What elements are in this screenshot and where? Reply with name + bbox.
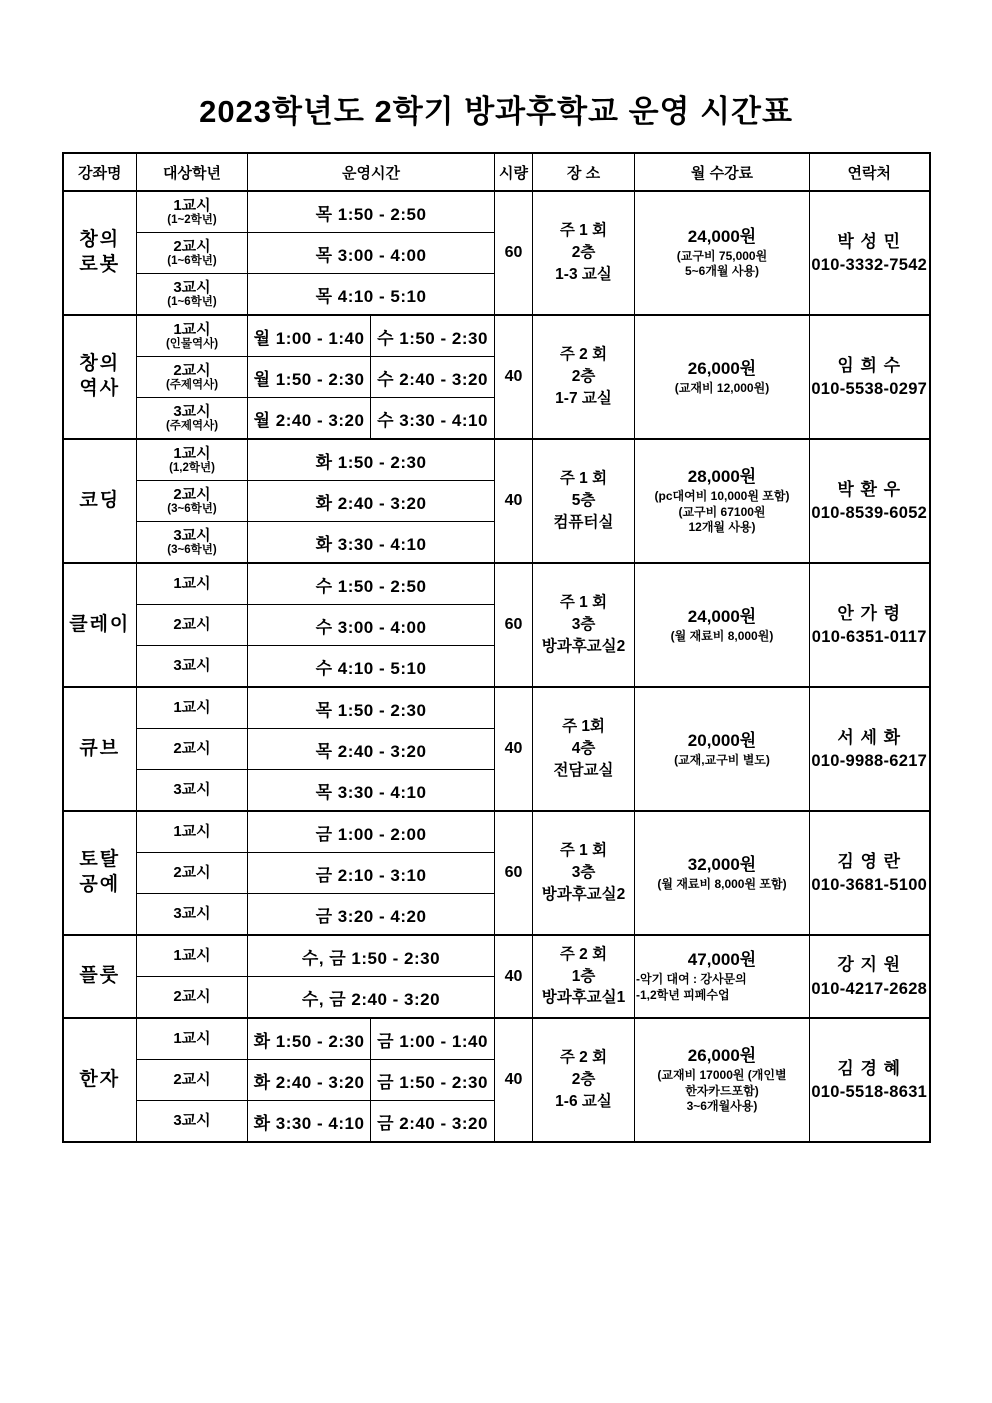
- time-cell: 화 1:50 - 2:30: [248, 1018, 371, 1060]
- period-cell: [137, 315, 248, 357]
- period-grade-note: (1~2학년): [167, 214, 217, 227]
- fee-note-line: 12개월 사용): [688, 520, 756, 535]
- period-cell: [137, 274, 248, 316]
- time-cell: 수 1:50 - 2:30: [371, 315, 495, 357]
- time-cell: 목 2:40 - 3:20: [248, 729, 495, 770]
- place-line: 1-3 교실: [555, 265, 612, 283]
- fee-note-line: (교재,교구비 별도): [674, 752, 770, 767]
- time-cell: 금 1:50 - 2:30: [371, 1060, 495, 1101]
- fee-note: [635, 877, 809, 893]
- hours-cell: 40: [495, 315, 533, 439]
- fee-note: [635, 972, 809, 1004]
- course-name-line: 큐브: [79, 737, 121, 759]
- course-name-cell: [63, 191, 137, 315]
- fee-cell: [635, 191, 810, 315]
- period-label: 2교시: [173, 1071, 211, 1089]
- fee-note: [635, 753, 809, 769]
- time-cell: 수, 금 1:50 - 2:30: [248, 935, 495, 977]
- timetable-header: [63, 153, 930, 191]
- time-cell: 목 1:50 - 2:30: [248, 687, 495, 729]
- contact-cell: [810, 687, 930, 811]
- time-cell: 수, 금 2:40 - 3:20: [248, 977, 495, 1019]
- period-cell: [137, 357, 248, 398]
- period-grade-note: (주제역사): [165, 379, 219, 392]
- teacher-name: 박 환 우: [837, 479, 902, 499]
- course-name-cell: [63, 563, 137, 687]
- time-cell: 수 3:30 - 4:10: [371, 398, 495, 440]
- period-cell: [137, 439, 248, 481]
- time-cell: 화 2:40 - 3:20: [248, 1060, 371, 1101]
- fee-amount: 26,000원: [687, 1045, 757, 1065]
- timetable-row: [63, 191, 930, 233]
- fee-amount: 24,000원: [687, 606, 757, 626]
- col-header-course-name: 강좌명: [63, 153, 137, 191]
- fee-amount: 26,000원: [687, 358, 757, 378]
- fee-cell: [635, 439, 810, 563]
- course-name-cell: [63, 315, 137, 439]
- contact-cell: [810, 935, 930, 1018]
- place-line: 주 1 회: [559, 470, 608, 488]
- period-cell: [137, 811, 248, 853]
- period-grade-note: (1~6학년): [167, 255, 217, 268]
- teacher-phone: 010-5538-0297: [811, 380, 928, 399]
- teacher-phone: 010-6351-0117: [811, 628, 927, 647]
- fee-cell: [635, 315, 810, 439]
- contact-cell: [810, 563, 930, 687]
- teacher-phone: 010-8539-6052: [811, 504, 928, 523]
- time-cell: 월 2:40 - 3:20: [248, 398, 371, 440]
- place-cell: [533, 191, 635, 315]
- period-cell: [137, 687, 248, 729]
- place-line: 5층: [571, 492, 596, 510]
- col-header-monthly-fee: 월 수강료: [635, 153, 810, 191]
- period-label: 1교시: [173, 947, 211, 965]
- place-line: 주 1 회: [559, 594, 608, 612]
- teacher-name: 김 영 란: [837, 851, 902, 871]
- place-line: 방과후교실1: [541, 989, 626, 1007]
- place-line: 1-6 교실: [555, 1092, 612, 1110]
- contact-cell: [810, 191, 930, 315]
- time-cell: 목 1:50 - 2:50: [248, 191, 495, 233]
- fee-note-line: (월 재료비 8,000원): [670, 628, 774, 643]
- period-label: 2교시: [173, 864, 211, 882]
- place-line: 주 2 회: [559, 346, 608, 364]
- period-cell: [137, 935, 248, 977]
- fee-amount: 24,000원: [687, 226, 757, 246]
- period-cell: [137, 894, 248, 936]
- course-name-line: 클레이: [69, 613, 131, 635]
- timetable-body: [63, 191, 930, 1142]
- period-cell: [137, 398, 248, 440]
- teacher-name: 안 가 령: [837, 603, 902, 623]
- col-header-operating-time: 운영시간: [248, 153, 495, 191]
- period-label: 1교시: [173, 575, 211, 593]
- period-grade-note: (3~6학년): [167, 503, 217, 516]
- time-cell: 월 1:50 - 2:30: [248, 357, 371, 398]
- fee-note-line: 3~6개월사용): [686, 1099, 758, 1114]
- contact-cell: [810, 439, 930, 563]
- time-cell: 수 4:10 - 5:10: [248, 646, 495, 688]
- page-title: 2023학년도 2학기 방과후학교 운영 시간표: [199, 94, 793, 129]
- time-cell: 금 1:00 - 1:40: [371, 1018, 495, 1060]
- period-cell: [137, 729, 248, 770]
- place-cell: [533, 563, 635, 687]
- teacher-phone: 010-3681-5100: [811, 876, 928, 895]
- period-grade-note: (3~6학년): [167, 544, 217, 557]
- timetable-row: [63, 811, 930, 853]
- fee-note: [635, 489, 809, 536]
- teacher-name: 강 지 원: [837, 955, 902, 975]
- place-cell: [533, 315, 635, 439]
- period-label: 2교시: [173, 362, 211, 380]
- time-cell: 수 2:40 - 3:20: [371, 357, 495, 398]
- time-cell: 금 1:00 - 2:00: [248, 811, 495, 853]
- fee-cell: [635, 687, 810, 811]
- place-line: 1-7 교실: [555, 389, 612, 407]
- period-grade-note: (주제역사): [165, 420, 219, 433]
- col-header-contact: 연락처: [810, 153, 930, 191]
- place-line: 4층: [571, 740, 596, 758]
- fee-cell: [635, 563, 810, 687]
- fee-note-line: (교재비 17000원 (개인별: [657, 1067, 787, 1082]
- period-label: 1교시: [173, 699, 211, 717]
- place-cell: [533, 811, 635, 935]
- contact-cell: [810, 1018, 930, 1142]
- fee-note-line: -악기 대여 : 강사문의: [636, 972, 747, 987]
- time-cell: 금 2:10 - 3:10: [248, 853, 495, 894]
- course-name-line: 코딩: [79, 489, 121, 511]
- period-label: 3교시: [173, 403, 211, 421]
- time-cell: 화 1:50 - 2:30: [248, 439, 495, 481]
- period-cell: [137, 1060, 248, 1101]
- course-name-line: 창의: [79, 353, 121, 375]
- timetable-row: [63, 563, 930, 605]
- col-header-place: 장 소: [533, 153, 635, 191]
- fee-note-line: (월 재료비 8,000원 포함): [657, 876, 787, 891]
- time-cell: 화 3:30 - 4:10: [248, 1101, 371, 1143]
- period-cell: [137, 605, 248, 646]
- fee-note-line: 5~6개월 사용): [684, 264, 760, 279]
- timetable-row: [63, 935, 930, 977]
- place-line: 전담교실: [553, 761, 614, 779]
- place-line: 2층: [571, 244, 596, 262]
- hours-cell: 60: [495, 191, 533, 315]
- fee-cell: [635, 1018, 810, 1142]
- period-cell: [137, 1018, 248, 1060]
- fee-note: [635, 249, 809, 281]
- teacher-phone: 010-9988-6217: [811, 752, 928, 771]
- time-cell: 화 3:30 - 4:10: [248, 522, 495, 564]
- period-grade-note: (인물역사): [165, 338, 219, 351]
- place-line: 방과후교실2: [541, 637, 626, 655]
- col-header-target-grade: 대상학년: [137, 153, 248, 191]
- place-line: 주 2 회: [559, 1049, 608, 1067]
- fee-cell: [635, 935, 810, 1018]
- period-label: 1교시: [173, 1030, 211, 1048]
- place-line: 3층: [571, 864, 596, 882]
- timetable-row: [63, 1018, 930, 1060]
- fee-note: [635, 1068, 809, 1115]
- fee-amount: 20,000원: [687, 730, 757, 750]
- fee-cell: [635, 811, 810, 935]
- col-header-hours: 시량: [495, 153, 533, 191]
- period-cell: [137, 770, 248, 812]
- period-label: 2교시: [173, 238, 211, 256]
- course-name-cell: [63, 1018, 137, 1142]
- fee-note-line: (pc대여비 10,000원 포함): [654, 488, 790, 503]
- period-label: 3교시: [173, 1112, 211, 1130]
- period-label: 2교시: [173, 486, 211, 504]
- period-label: 2교시: [173, 616, 211, 634]
- period-label: 1교시: [173, 823, 211, 841]
- place-cell: [533, 1018, 635, 1142]
- time-cell: 화 2:40 - 3:20: [248, 481, 495, 522]
- time-cell: 목 3:30 - 4:10: [248, 770, 495, 812]
- timetable-row: [63, 687, 930, 729]
- teacher-phone: 010-3332-7542: [811, 256, 928, 275]
- period-label: 1교시: [173, 321, 211, 339]
- timetable-row: [63, 315, 930, 357]
- hours-cell: 40: [495, 935, 533, 1018]
- place-line: 1층: [571, 967, 596, 985]
- period-label: 3교시: [173, 527, 211, 545]
- hours-cell: 40: [495, 439, 533, 563]
- time-cell: 월 1:00 - 1:40: [248, 315, 371, 357]
- fee-amount: 32,000원: [687, 854, 757, 874]
- period-grade-note: (1,2학년): [169, 462, 215, 475]
- period-label: 2교시: [173, 740, 211, 758]
- place-line: 3층: [571, 616, 596, 634]
- period-cell: [137, 646, 248, 688]
- time-cell: 금 3:20 - 4:20: [248, 894, 495, 936]
- period-label: 3교시: [173, 657, 211, 675]
- time-cell: 금 2:40 - 3:20: [371, 1101, 495, 1143]
- period-cell: [137, 233, 248, 274]
- teacher-name: 임 희 수: [837, 355, 902, 375]
- place-line: 컴퓨터실: [553, 513, 614, 531]
- place-line: 2층: [571, 1071, 596, 1089]
- course-name-line: 플룻: [79, 965, 121, 987]
- hours-cell: 40: [495, 1018, 533, 1142]
- contact-cell: [810, 315, 930, 439]
- course-name-line: 토탈: [79, 849, 121, 871]
- time-cell: 목 3:00 - 4:00: [248, 233, 495, 274]
- place-line: 2층: [571, 368, 596, 386]
- fee-amount: 28,000원: [687, 466, 757, 486]
- course-name-line: 로봇: [79, 254, 121, 275]
- fee-note: [635, 629, 809, 645]
- fee-note-line: -1,2학년 피페수업: [636, 987, 730, 1002]
- period-label: 3교시: [173, 279, 211, 297]
- hours-cell: 60: [495, 563, 533, 687]
- course-name-line: 공예: [79, 874, 121, 895]
- place-line: 주 1 회: [559, 842, 608, 860]
- period-label: 1교시: [173, 197, 211, 215]
- period-label: 3교시: [173, 905, 211, 923]
- fee-note: [635, 381, 809, 397]
- fee-note-line: (교구비 67100원: [678, 504, 766, 519]
- fee-note-line: 한자카드포함): [685, 1083, 759, 1098]
- timetable-row: [63, 439, 930, 481]
- time-cell: 수 1:50 - 2:50: [248, 563, 495, 605]
- course-name-cell: [63, 811, 137, 935]
- period-label: 2교시: [173, 988, 211, 1006]
- course-name-cell: [63, 687, 137, 811]
- time-cell: 수 3:00 - 4:00: [248, 605, 495, 646]
- header-row: [63, 153, 930, 191]
- place-line: 방과후교실2: [541, 885, 626, 903]
- period-label: 3교시: [173, 781, 211, 799]
- place-cell: [533, 687, 635, 811]
- place-cell: [533, 935, 635, 1018]
- period-cell: [137, 522, 248, 564]
- hours-cell: 40: [495, 687, 533, 811]
- teacher-name: 박 성 민: [837, 231, 902, 251]
- teacher-name: 김 경 혜: [837, 1058, 902, 1078]
- period-cell: [137, 977, 248, 1019]
- course-name-line: 한자: [79, 1068, 121, 1090]
- period-grade-note: (1~6학년): [167, 296, 217, 309]
- place-line: 주 1회: [562, 718, 605, 736]
- hours-cell: 60: [495, 811, 533, 935]
- period-cell: [137, 1101, 248, 1143]
- contact-cell: [810, 811, 930, 935]
- teacher-name: 서 세 화: [837, 727, 902, 747]
- place-line: 주 1 회: [559, 222, 608, 240]
- course-name-line: 창의: [79, 229, 121, 251]
- place-line: 주 2 회: [559, 945, 608, 963]
- period-cell: [137, 481, 248, 522]
- fee-note-line: (교재비 12,000원): [674, 380, 770, 395]
- time-cell: 목 4:10 - 5:10: [248, 274, 495, 316]
- after-school-timetable: [62, 152, 931, 1143]
- period-cell: [137, 853, 248, 894]
- course-name-line: 역사: [79, 378, 121, 399]
- fee-note-line: (교구비 75,000원: [676, 248, 768, 263]
- period-cell: [137, 191, 248, 233]
- teacher-phone: 010-5518-8631: [811, 1083, 928, 1102]
- course-name-cell: [63, 439, 137, 563]
- teacher-phone: 010-4217-2628: [811, 979, 928, 998]
- period-label: 1교시: [173, 445, 211, 463]
- fee-amount: 47,000원: [687, 950, 757, 970]
- period-cell: [137, 563, 248, 605]
- place-cell: [533, 439, 635, 563]
- course-name-cell: [63, 935, 137, 1018]
